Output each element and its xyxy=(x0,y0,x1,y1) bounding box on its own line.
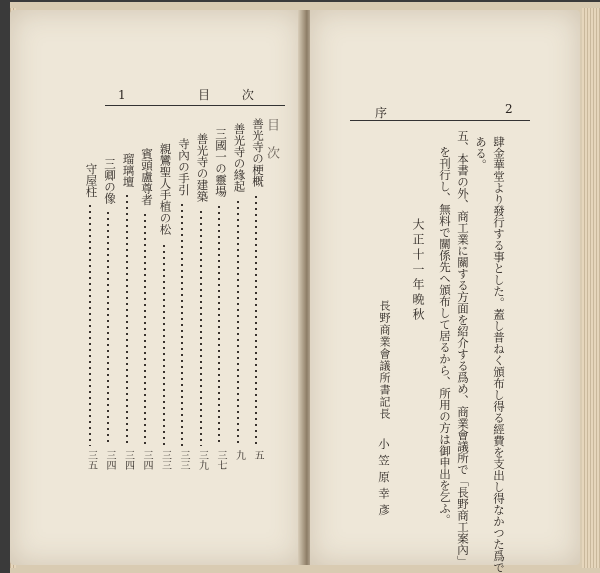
open-book xyxy=(10,2,600,573)
toc-leader-dots xyxy=(218,204,220,446)
left-page-number: 1 xyxy=(118,88,126,102)
toc-entry-title: 寺內の手引 xyxy=(177,138,191,196)
toc-leader-dots xyxy=(107,210,109,446)
signature-name: 小笠原幸彥 xyxy=(377,438,391,521)
toc-entry-title: 瑠璃壇 xyxy=(121,153,136,188)
toc-entry-title: 親鸞聖人手植の松 xyxy=(158,143,173,235)
toc-entry-page: 三四 xyxy=(122,450,134,470)
right-running-title: 序 xyxy=(375,106,388,120)
toc-entry-page: 三五 xyxy=(85,450,97,470)
toc-entry-title: 守屋柱 xyxy=(84,163,99,198)
right-header-rule xyxy=(350,120,530,121)
toc-entry-title: 賓頭盧尊者 xyxy=(140,148,154,206)
preface-line: を刊行し、無料で關係先へ頒布して居るから、所用の方は御申出を乞ふ。 xyxy=(438,146,452,526)
toc-leader-dots xyxy=(144,212,146,446)
toc-entry-page: 三四 xyxy=(141,450,152,470)
toc-leader-dots xyxy=(255,194,257,446)
toc-entry-title: 三國一の靈場 xyxy=(214,128,228,197)
toc-entry-page: 三七 xyxy=(215,450,226,470)
toc-leader-dots xyxy=(181,202,183,446)
page-edges-right xyxy=(582,8,600,568)
toc-entry-title: 善光寺の梗概 xyxy=(251,118,265,187)
toc-entry-page: 三三 xyxy=(178,450,189,470)
preface-line: 五、本書の外、商工業に關する方面を紹介する爲め、商業會議所で「長野商工案內」 xyxy=(456,130,470,567)
preface-date: 大正十一年晩秋 xyxy=(411,218,425,323)
preface-line: ある。 xyxy=(474,136,488,171)
right-page-number: 2 xyxy=(505,102,513,116)
preface-line: 肆金華堂より發行する事とした。蓋し普ねく頒布し得る經費を支出し得なかつた爲で xyxy=(492,136,506,573)
toc-entry-page: 三四 xyxy=(104,450,115,470)
toc-entry-page: 五 xyxy=(252,450,263,460)
toc-entry-title: 善光寺の建築 xyxy=(195,133,210,202)
toc-entry-page: 三九 xyxy=(196,450,208,470)
toc-leader-dots xyxy=(89,203,91,446)
toc-leader-dots xyxy=(237,199,239,446)
left-header-rule xyxy=(105,105,285,106)
toc-entry-title: 善光寺の緣起 xyxy=(232,123,247,192)
toc-leader-dots xyxy=(163,243,165,446)
left-page xyxy=(10,10,302,565)
toc-entry-page: 九 xyxy=(233,450,245,460)
toc-leader-dots xyxy=(126,193,128,446)
toc-heading-faded: 目 次 xyxy=(264,118,279,159)
right-page xyxy=(310,10,580,573)
left-running-title: 目 次 xyxy=(198,88,268,102)
toc-leader-dots xyxy=(200,209,202,446)
toc-entry-title: 三卿の像 xyxy=(103,158,117,204)
toc-entry-page: 三三 xyxy=(159,450,171,470)
signature-organization: 長野商業會議所書記長 xyxy=(378,300,391,420)
